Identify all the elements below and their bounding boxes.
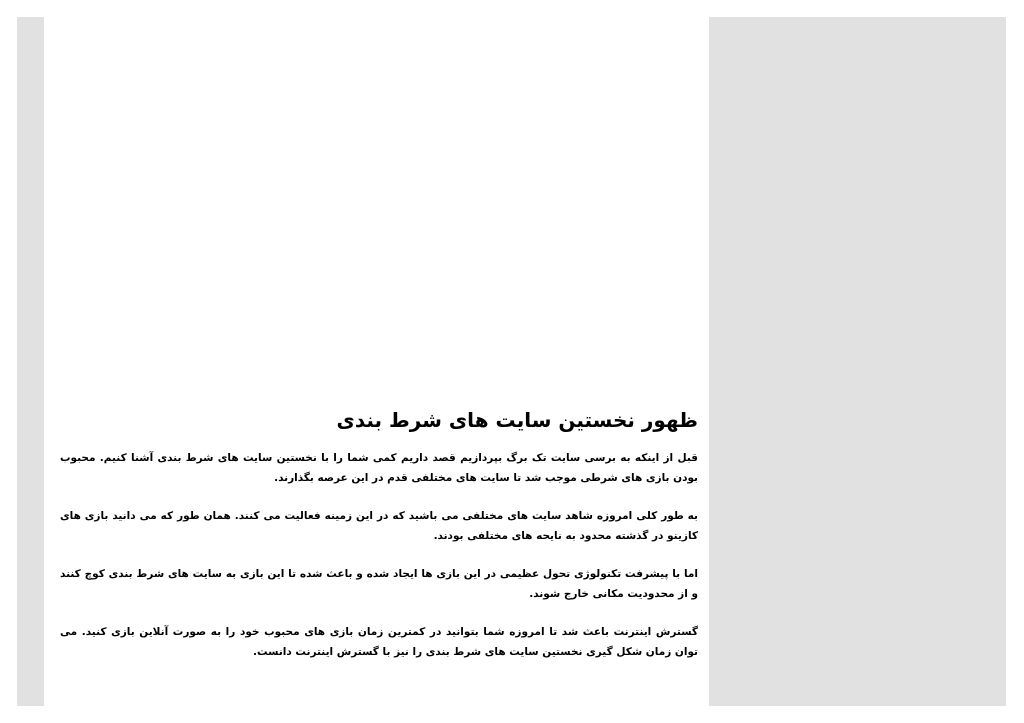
article-paragraph-2: به طور کلی امروزه شاهد سایت های مختلفی می باشید که در این زمینه فعالیت می کنند. همان طور که می دانید بازی های کازینو در گذشته محدود به نایحه های مختلفی بودند. [60,510,698,542]
article-title: ظهور نخستین سایت های شرط بندی [336,408,698,432]
article-content [60,406,698,680]
article-paragraph-3: اما با پیشرفت تکنولوژی تحول عظیمی در این بازی ها ایجاد شده و باعث شده تا این بازی به سایت های شرط بندی کوچ کنند و از محدودیت مکانی خارج شوند. [60,568,698,600]
article-paragraph-1: قبل از اینکه به برسی سایت تک برگ بپردازیم قصد داریم کمی شما را با نخستین سایت های شرط بندی آشنا کنیم. محبوب بودن بازی های شرطی موجب شد تا سایت های مختلفی قدم در این عرصه بگذارند. [60,452,698,484]
article-paragraph-4: گسترش اینترنت باعث شد تا امروزه شما بتوانید در کمترین زمان بازی های محبوب خود را به صورت آنلاین بازی کنید. می توان زمان شکل گیری نخستین سایت های شرط بندی را نیز با گسترش اینترنت دانست. [60,626,698,658]
side-panel [709,17,1006,706]
